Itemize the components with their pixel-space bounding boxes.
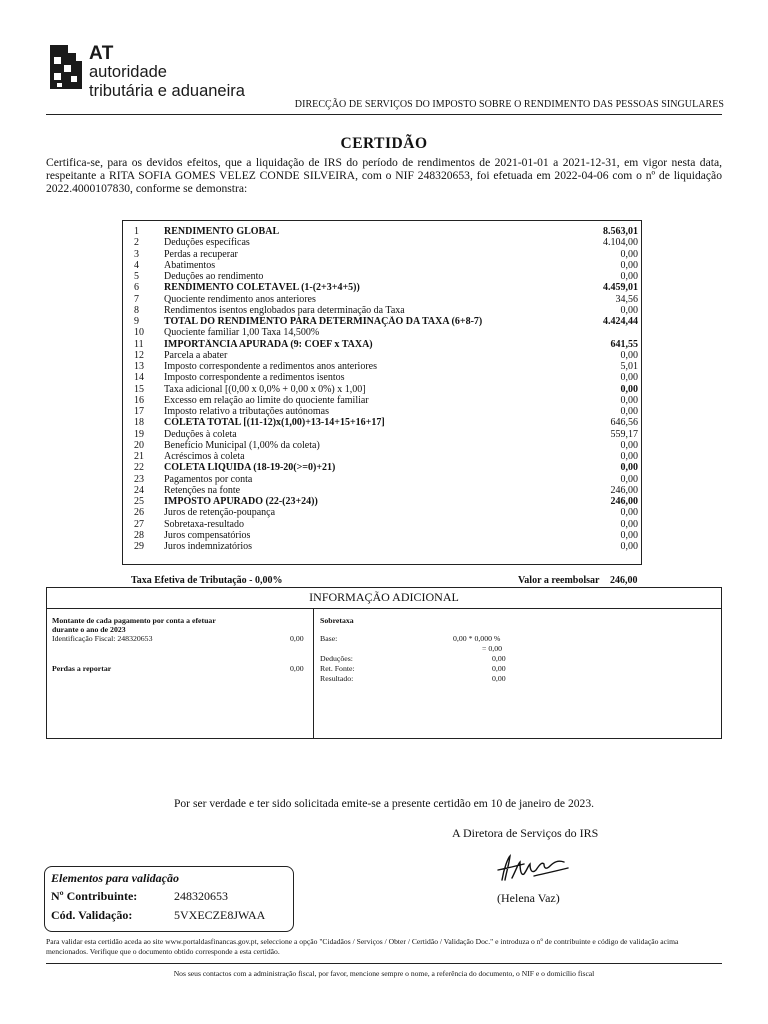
brand-line-1: autoridade	[89, 63, 167, 81]
surcharge-base-result: = 0,00	[482, 644, 502, 653]
taxpayer-number-label: Nº Contribuinte:	[51, 889, 138, 903]
row-number: 27	[134, 518, 144, 530]
fiscal-id-label: Identificação Fiscal: 248320653	[52, 634, 153, 643]
table-row	[134, 462, 638, 473]
row-number: 29	[134, 541, 144, 552]
row-number: 9	[134, 316, 139, 327]
refund-value: 246,00	[610, 575, 638, 586]
table-row	[134, 327, 638, 338]
validation-code-label: Cód. Validação:	[51, 908, 133, 922]
row-value: 0,00	[620, 473, 638, 485]
row-label: Perdas a recuperar	[164, 248, 238, 260]
row-value: 0,00	[620, 304, 638, 316]
fiscal-id-value: 0,00	[290, 634, 304, 643]
row-label: Imposto relativo a tributações autónomas	[164, 406, 329, 417]
row-number: 28	[134, 529, 144, 541]
table-row	[134, 485, 638, 496]
table-row	[134, 440, 638, 451]
advance-payment-title-2: durante o ano de 2023	[52, 625, 126, 634]
table-row	[134, 519, 638, 530]
row-label: Quociente rendimento anos anteriores	[164, 293, 316, 305]
row-label: Abatimentos	[164, 259, 216, 271]
row-value: 0,00	[620, 406, 638, 417]
row-number: 11	[134, 338, 144, 350]
table-row	[134, 496, 638, 507]
row-number: 19	[134, 428, 144, 440]
table-row	[134, 350, 638, 361]
row-value: 0,00	[620, 462, 638, 474]
table-row	[134, 451, 638, 462]
row-value: 5,01	[620, 361, 638, 372]
row-value: 4.424,44	[603, 316, 638, 327]
row-number: 5	[134, 271, 139, 282]
signatory-name: (Helena Vaz)	[497, 891, 560, 905]
table-row	[134, 237, 638, 248]
brand-short: AT	[89, 43, 114, 64]
table-row	[134, 316, 638, 327]
table-row	[134, 541, 638, 552]
surcharge-result-label: Resultado:	[320, 674, 354, 683]
row-value: 641,55	[610, 338, 638, 350]
row-label: Juros de retenção-poupança	[164, 507, 276, 519]
row-number: 4	[134, 259, 139, 271]
table-row	[134, 339, 638, 350]
intro-paragraph: Certifica-se, para os devidos efeitos, que a liquidação de IRS do período de rendimentos de 2021-01-01 a 2021-12-31, em vigor nesta data, respeitante a RITA SOFIA GOMES VELEZ CONDE SILVEIRA, com o NIF 248320653, foi efetuada em 2022-04-06 com o nº de liquidação 2022.4000107830, conforme se demonstra:	[46, 156, 722, 195]
row-number: 10	[134, 327, 144, 339]
row-label: Taxa adicional [(0,00 x 0,0% + 0,00 x 0%) x 1,00]	[164, 383, 366, 395]
surcharge-base-value: 0,00 * 0,000 %	[453, 634, 501, 643]
row-label: Imposto correspondente a redimentos anos anteriores	[164, 361, 377, 372]
row-label: Parcela a abater	[164, 349, 228, 361]
surcharge-result-value: 0,00	[492, 674, 506, 683]
row-value: 646,56	[610, 417, 638, 429]
row-number: 14	[134, 372, 144, 384]
signature-icon	[494, 850, 574, 886]
brand-wordmark	[89, 44, 245, 99]
row-value: 0,00	[620, 372, 638, 384]
row-value: 0,00	[620, 349, 638, 361]
table-row	[134, 294, 638, 305]
row-label: Pagamentos por conta	[164, 473, 253, 485]
table-row	[134, 361, 638, 372]
table-row	[134, 406, 638, 417]
taxpayer-number-value: 248320653	[174, 889, 228, 903]
row-label: Acréscimos à coleta	[164, 451, 245, 462]
row-value: 0,00	[620, 259, 638, 271]
table-row	[134, 282, 638, 293]
row-label: Deduções específicas	[164, 237, 250, 249]
row-number: 1	[134, 226, 139, 237]
row-label: COLETA LÍQUIDA (18-19-20(>=0)+21)	[164, 462, 336, 474]
row-value: 0,00	[620, 439, 638, 451]
row-label: RENDIMENTO COLETÁVEL (1-(2+3+4+5))	[164, 282, 360, 294]
row-label: Excesso em relação ao limite do quociente familiar	[164, 394, 369, 406]
row-label: TOTAL DO RENDIMENTO PARA DETERMINAÇÃO DA TAXA (6+8-7)	[164, 316, 483, 327]
row-number: 15	[134, 383, 144, 395]
row-label: IMPORTÂNCIA APURADA (9: COEF x TAXA)	[164, 338, 373, 350]
row-value: 559,17	[610, 428, 638, 440]
document-title: CERTIDÃO	[340, 135, 428, 152]
row-label: Retenções na fonte	[164, 484, 241, 496]
row-label: Deduções ao rendimento	[164, 271, 264, 282]
header-divider	[46, 114, 722, 115]
row-number: 26	[134, 507, 144, 519]
validation-note: Para validar esta certidão aceda ao site www.portaldasfinancas.gov.pt, seleccione a opção "Cidadãos / Serviços / Obter / Certidão / Validação Doc." e introduza o nº de contribuinte e código de validação acima mencionados. Verifique que o documento obtido corresponde a esta certidão.	[46, 937, 679, 956]
row-number: 16	[134, 394, 144, 406]
row-value: 4.459,01	[603, 282, 638, 294]
row-value	[548, 327, 638, 338]
row-number: 8	[134, 304, 139, 316]
validation-code-value: 5VXECZE8JWAA	[174, 908, 266, 922]
row-value: 0,00	[620, 271, 638, 282]
table-row	[134, 429, 638, 440]
row-label: Imposto correspondente a redimentos isentos	[164, 372, 345, 384]
table-row	[134, 372, 638, 383]
row-value: 246,00	[610, 484, 638, 496]
validation-title: Elementos para validação	[51, 871, 179, 885]
footer-text: Nos seus contactos com a administração fiscal, por favor, mencione sempre o nome, a referência do documento, o NIF e o domicílio fiscal	[173, 969, 595, 978]
row-label: Rendimentos isentos englobados para determinação da Taxa	[164, 304, 405, 316]
row-value: 0,00	[620, 451, 638, 462]
refund-label: Valor a reembolsar	[518, 575, 600, 586]
additional-info-box	[46, 587, 722, 739]
row-value: 34,56	[615, 293, 638, 305]
row-value: 246,00	[610, 496, 638, 507]
row-label: Deduções à coleta	[164, 428, 237, 440]
brand-line-2: tributária e aduaneira	[89, 81, 245, 100]
signatory-role: A Diretora de Serviços do IRS	[452, 826, 599, 840]
row-label: IMPOSTO APURADO (22-(23+24))	[164, 496, 318, 507]
row-number: 23	[134, 473, 144, 485]
row-number: 7	[134, 293, 139, 305]
row-value: 4.104,00	[603, 237, 638, 249]
row-label: Juros compensatórios	[164, 529, 251, 541]
table-row	[134, 474, 638, 485]
row-number: 24	[134, 484, 144, 496]
row-number: 6	[134, 282, 139, 294]
row-value: 0,00	[620, 507, 638, 519]
additional-info-heading: INFORMAÇÃO ADICIONAL	[309, 590, 459, 604]
surcharge-base-label: Base:	[320, 634, 338, 643]
row-number: 2	[134, 237, 139, 249]
row-number: 18	[134, 417, 144, 429]
additional-info-divider	[46, 608, 722, 609]
surcharge-title: Sobretaxa	[320, 616, 354, 625]
footer-divider	[46, 963, 722, 964]
surcharge-withholding-label: Ret. Fonte:	[320, 664, 355, 673]
closing-statement: Por ser verdade e ter sido solicitada emite-se a presente certidão em 10 de janeiro de 2023.	[173, 797, 595, 810]
row-label: Juros indemnizatórios	[164, 541, 253, 552]
table-row	[134, 417, 638, 428]
row-value: 8.563,01	[603, 226, 638, 237]
row-value: 0,00	[620, 248, 638, 260]
row-number: 12	[134, 349, 144, 361]
row-label: RENDIMENTO GLOBAL	[164, 226, 280, 237]
row-value: 0,00	[620, 518, 638, 530]
surcharge-deductions-value: 0,00	[492, 654, 506, 663]
losses-label: Perdas a reportar	[52, 664, 112, 673]
additional-info-column-divider	[313, 608, 314, 739]
row-number: 17	[134, 406, 144, 417]
row-label: COLETA TOTAL [(11-12)x(1,00)+13-14+15+16+17]	[164, 417, 385, 429]
row-value: 0,00	[620, 541, 638, 552]
liquidation-rows	[134, 226, 638, 552]
row-number: 21	[134, 451, 144, 462]
table-row	[134, 271, 638, 282]
advance-payment-title-1: Montante de cada pagamento por conta a efetuar	[52, 616, 216, 625]
row-label: Sobretaxa-resultado	[164, 518, 244, 530]
row-label: Quociente familiar 1,00 Taxa 14,500%	[164, 327, 320, 339]
row-number: 25	[134, 496, 144, 507]
row-number: 20	[134, 439, 144, 451]
row-number: 13	[134, 361, 144, 372]
surcharge-deductions-label: Deduções:	[320, 654, 353, 663]
table-row	[134, 305, 638, 316]
table-row	[134, 249, 638, 260]
table-row	[134, 260, 638, 271]
row-value: 0,00	[620, 383, 638, 395]
row-label: Benefício Municipal (1,00% da coleta)	[164, 439, 320, 451]
department-name: DIRECÇÃO DE SERVIÇOS DO IMPOSTO SOBRE O RENDIMENTO DAS PESSOAS SINGULARES	[294, 99, 724, 110]
table-row	[134, 395, 638, 406]
row-number: 3	[134, 248, 139, 260]
table-row	[134, 507, 638, 518]
table-row	[134, 530, 638, 541]
row-value: 0,00	[620, 529, 638, 541]
surcharge-withholding-value: 0,00	[492, 664, 506, 673]
row-value: 0,00	[620, 394, 638, 406]
losses-value: 0,00	[290, 664, 304, 673]
table-row	[134, 226, 638, 237]
table-row	[134, 384, 638, 395]
row-number: 22	[134, 462, 144, 474]
effective-tax-rate: Taxa Efetiva de Tributação - 0,00%	[131, 575, 283, 586]
at-logo-icon	[44, 43, 84, 91]
